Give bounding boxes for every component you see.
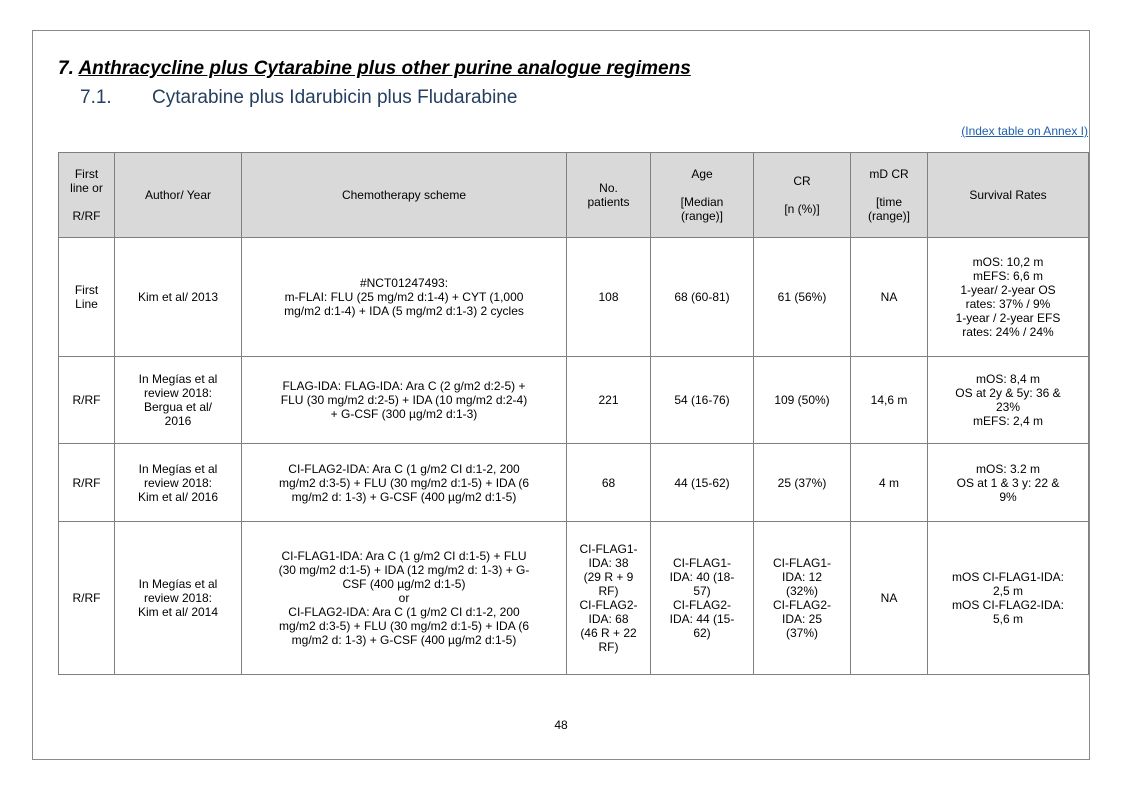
cell-survival: mOS CI-FLAG1-IDA: 2,5 m mOS CI-FLAG2-IDA: 5,6 m [928, 522, 1089, 675]
section-title: Anthracycline plus Cytarabine plus other purine analogue regimens [78, 58, 691, 79]
cell-mdcr: 14,6 m [851, 357, 928, 444]
cell-scheme: CI-FLAG1-IDA: Ara C (1 g/m2 CI d:1-5) + FLU (30 mg/m2 d:1-5) + IDA (12 mg/m2 d: 1-3) + G- CSF (400 µg/m2 d:1-5) or CI-FLAG2-IDA: Ara C (1 g/m2 CI d:1-2, 200 mg/m2 d:3-5) + FLU (30 mg/m2 d:1-5) + IDA (6 mg/m2 d: 1-3) + G-CSF (400 µg/m2 d:1-5) [242, 522, 567, 675]
subsection-title: Cytarabine plus Idarubicin plus Fludarabine [152, 87, 518, 108]
cell-patients: 108 [567, 238, 651, 357]
cell-survival: mOS: 10,2 m mEFS: 6,6 m 1-year/ 2-year OS rates: 37% / 9% 1-year / 2-year EFS rates: 24% / 24% [928, 238, 1089, 357]
table-row [59, 522, 1089, 675]
table-row [59, 238, 1089, 357]
header-survival: Survival Rates [928, 153, 1089, 238]
regimen-table [58, 152, 1089, 675]
cell-author: In Megías et al review 2018: Bergua et al/ 2016 [115, 357, 242, 444]
cell-author: In Megías et al review 2018: Kim et al/ 2014 [115, 522, 242, 675]
cell-age: 44 (15-62) [651, 444, 754, 522]
cell-line: R/RF [59, 444, 115, 522]
cell-line: R/RF [59, 357, 115, 444]
cell-mdcr: NA [851, 522, 928, 675]
section-heading [58, 58, 691, 80]
cell-cr: 61 (56%) [754, 238, 851, 357]
cell-survival: mOS: 3.2 m OS at 1 & 3 y: 22 & 9% [928, 444, 1089, 522]
table-row [59, 357, 1089, 444]
cell-age: 68 (60-81) [651, 238, 754, 357]
header-row [59, 153, 1089, 238]
header-age: Age [Median (range)] [651, 153, 754, 238]
cell-cr: CI-FLAG1- IDA: 12 (32%) CI-FLAG2- IDA: 25 (37%) [754, 522, 851, 675]
cell-line: First Line [59, 238, 115, 357]
cell-author: Kim et al/ 2013 [115, 238, 242, 357]
header-author: Author/ Year [115, 153, 242, 238]
index-table-link[interactable]: (Index table on Annex I) [961, 124, 1088, 138]
subsection-number: 7.1. [80, 87, 112, 108]
header-cr: CR [n (%)] [754, 153, 851, 238]
header-scheme: Chemotherapy scheme [242, 153, 567, 238]
header-mdcr: mD CR [time (range)] [851, 153, 928, 238]
cell-patients: 221 [567, 357, 651, 444]
cell-mdcr: NA [851, 238, 928, 357]
cell-age: CI-FLAG1- IDA: 40 (18- 57) CI-FLAG2- IDA: 44 (15- 62) [651, 522, 754, 675]
cell-mdcr: 4 m [851, 444, 928, 522]
subsection-heading [80, 87, 517, 109]
cell-scheme: #NCT01247493: m-FLAI: FLU (25 mg/m2 d:1-4) + CYT (1,000 mg/m2 d:1-4) + IDA (5 mg/m2 d:1-3) 2 cycles [242, 238, 567, 357]
table-row [59, 444, 1089, 522]
cell-age: 54 (16-76) [651, 357, 754, 444]
cell-scheme: FLAG-IDA: FLAG-IDA: Ara C (2 g/m2 d:2-5) + FLU (30 mg/m2 d:2-5) + IDA (10 mg/m2 d:2-4) + G-CSF (300 µg/m2 d:1-3) [242, 357, 567, 444]
cell-scheme: CI-FLAG2-IDA: Ara C (1 g/m2 CI d:1-2, 200 mg/m2 d:3-5) + FLU (30 mg/m2 d:1-5) + IDA (6 mg/m2 d: 1-3) + G-CSF (400 µg/m2 d:1-5) [242, 444, 567, 522]
cell-cr: 109 (50%) [754, 357, 851, 444]
cell-patients: 68 [567, 444, 651, 522]
cell-cr: 25 (37%) [754, 444, 851, 522]
cell-line: R/RF [59, 522, 115, 675]
page-number: 48 [554, 718, 568, 732]
cell-patients: CI-FLAG1- IDA: 38 (29 R + 9 RF) CI-FLAG2- IDA: 68 (46 R + 22 RF) [567, 522, 651, 675]
section-number: 7. [58, 58, 74, 79]
header-line: First line or R/RF [59, 153, 115, 238]
header-patients: No. patients [567, 153, 651, 238]
cell-author: In Megías et al review 2018: Kim et al/ 2016 [115, 444, 242, 522]
cell-survival: mOS: 8,4 m OS at 2y & 5y: 36 & 23% mEFS: 2,4 m [928, 357, 1089, 444]
